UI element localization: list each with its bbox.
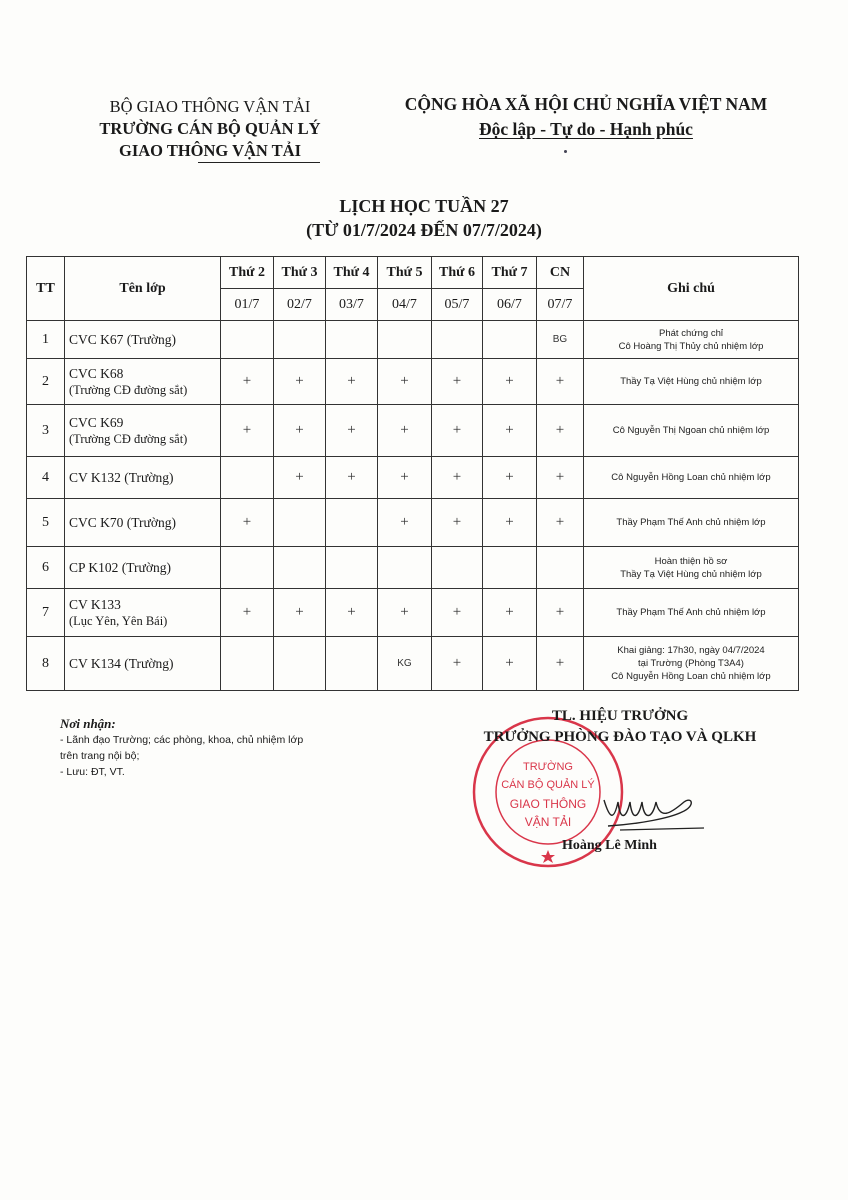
row-number: 4 <box>27 457 65 499</box>
day-mark-cell: + <box>432 499 483 547</box>
day-mark-cell <box>432 547 483 589</box>
day-mark-cell: + <box>432 405 483 457</box>
day-mark-cell <box>326 321 378 359</box>
day-mark-cell <box>274 321 326 359</box>
row-number: 2 <box>27 359 65 405</box>
class-name-cell <box>65 405 221 457</box>
day-mark-cell: + <box>221 359 274 405</box>
note-cell <box>584 589 799 637</box>
day-mark-cell: + <box>221 499 274 547</box>
school-name-line2: GIAO THÔNG VẬN TẢI <box>119 141 301 160</box>
class-name-cell <box>65 547 221 589</box>
class-name: CVC K69 <box>69 414 124 430</box>
document-title <box>0 194 848 242</box>
note-line: Cô Nguyễn Thị Ngoan chủ nhiệm lớp <box>612 425 770 436</box>
class-location: (Lục Yên, Yên Bái) <box>69 613 168 628</box>
handwritten-signature-icon <box>600 780 710 840</box>
stamp-star-icon <box>541 850 555 863</box>
day-mark-cell: + <box>274 359 326 405</box>
header-day-date: 05/7 <box>432 289 483 321</box>
header-underline <box>198 162 320 163</box>
day-mark-cell <box>432 321 483 359</box>
note-cell <box>584 405 799 457</box>
day-mark-cell: + <box>537 359 584 405</box>
class-name: CVC K67 (Trường) <box>69 331 176 347</box>
header-tt: TT <box>27 257 65 321</box>
signature-title1: TL. HIỆU TRƯỞNG <box>551 708 689 724</box>
stamp-text-line2: CÁN BỘ QUẢN LÝ <box>501 779 595 791</box>
header-day-date: 07/7 <box>537 289 584 321</box>
day-mark-cell: + <box>378 457 432 499</box>
table-row <box>27 547 799 589</box>
header-class-name: Tên lớp <box>65 257 221 321</box>
day-mark-cell: + <box>274 589 326 637</box>
day-mark-cell: + <box>537 457 584 499</box>
class-name: CVC K68 <box>69 365 124 381</box>
note-cell <box>584 321 799 359</box>
signer-name: Hoàng Lê Minh <box>562 838 657 853</box>
stamp-text-line3: GIAO THÔNG <box>509 797 587 811</box>
day-mark-cell <box>326 637 378 691</box>
recipients-label: Nơi nhận: <box>60 716 116 731</box>
note-line: Cô Nguyễn Hồng Loan chủ nhiệm lớp <box>611 472 771 483</box>
header-day-name: Thứ 6 <box>432 257 483 289</box>
class-name: CV K132 (Trường) <box>69 469 174 485</box>
header-day-date: 04/7 <box>378 289 432 321</box>
class-name: CV K134 (Trường) <box>69 655 174 671</box>
class-name: CVC K70 (Trường) <box>69 514 176 530</box>
day-mark-cell: + <box>378 589 432 637</box>
class-name-cell <box>65 321 221 359</box>
table-row <box>27 321 799 359</box>
day-mark-cell: + <box>378 359 432 405</box>
recipients-block <box>60 716 360 780</box>
header-row-days <box>27 257 799 289</box>
day-mark-cell: + <box>274 457 326 499</box>
day-mark-cell <box>221 457 274 499</box>
header-day-name: Thứ 2 <box>221 257 274 289</box>
day-mark-cell <box>326 499 378 547</box>
day-mark-cell: + <box>483 457 537 499</box>
class-name-cell <box>65 359 221 405</box>
header-day-date: 03/7 <box>326 289 378 321</box>
note-line: Cô Hoàng Thị Thủy chủ nhiệm lớp <box>618 340 764 352</box>
day-mark-cell <box>378 321 432 359</box>
header-note: Ghi chú <box>584 257 799 321</box>
row-number: 7 <box>27 589 65 637</box>
day-mark-cell: + <box>274 405 326 457</box>
day-mark-cell: + <box>483 405 537 457</box>
decorative-dot <box>564 150 567 153</box>
row-number: 1 <box>27 321 65 359</box>
title-line2: (TỪ 01/7/2024 ĐẾN 07/7/2024) <box>306 220 542 240</box>
recipients-line3: - Lưu: ĐT, VT. <box>60 766 125 778</box>
table-row <box>27 589 799 637</box>
class-name-cell <box>65 637 221 691</box>
day-mark-cell <box>483 547 537 589</box>
note-line: Khai giảng: 17h30, ngày 04/7/2024 <box>617 645 765 656</box>
stamp-text-line4: VẬN TẢI <box>524 815 572 829</box>
day-mark-cell <box>326 547 378 589</box>
day-mark-cell: + <box>221 589 274 637</box>
day-mark-cell: + <box>537 499 584 547</box>
signature-block <box>460 706 780 748</box>
day-mark-cell: + <box>378 499 432 547</box>
note-line: Thầy Phạm Thế Anh chủ nhiệm lớp <box>616 607 766 618</box>
school-name-line1: TRƯỜNG CÁN BỘ QUẢN LÝ <box>99 119 321 138</box>
day-mark-cell: + <box>326 589 378 637</box>
table-row <box>27 637 799 691</box>
note-line: Cô Nguyễn Hồng Loan chủ nhiệm lớp <box>611 671 771 682</box>
header-day-name: Thứ 5 <box>378 257 432 289</box>
header-day-name: Thứ 7 <box>483 257 537 289</box>
day-mark-cell: + <box>483 499 537 547</box>
note-line: Thầy Phạm Thế Anh chủ nhiệm lớp <box>616 517 766 528</box>
agency-header <box>60 96 360 162</box>
note-cell <box>584 637 799 691</box>
class-location: (Trường CĐ đường sắt) <box>69 431 188 446</box>
day-mark-cell <box>274 637 326 691</box>
note-line: tại Trường (Phòng T3A4) <box>638 658 744 669</box>
header-day-name: Thứ 3 <box>274 257 326 289</box>
day-mark-cell: + <box>326 405 378 457</box>
class-name: CP K102 (Trường) <box>69 559 171 575</box>
day-mark-cell <box>274 547 326 589</box>
schedule-table <box>26 256 799 691</box>
day-mark-cell <box>274 499 326 547</box>
day-mark-cell: + <box>221 405 274 457</box>
header-day-name: CN <box>537 257 584 289</box>
day-mark-cell <box>221 637 274 691</box>
note-cell <box>584 499 799 547</box>
header-day-name: Thứ 4 <box>326 257 378 289</box>
day-mark-cell: + <box>483 589 537 637</box>
note-line: Hoàn thiện hồ sơ <box>654 555 728 567</box>
class-location: (Trường CĐ đường sắt) <box>69 382 188 397</box>
note-line: Phát chứng chỉ <box>659 327 723 339</box>
day-mark-cell: + <box>432 589 483 637</box>
class-name-cell <box>65 457 221 499</box>
day-mark-cell <box>221 547 274 589</box>
recipients-line2: trên trang nội bộ; <box>60 750 140 762</box>
stamp-text-line1: TRƯỜNG <box>523 761 573 773</box>
day-mark-cell: + <box>326 457 378 499</box>
day-mark-cell: + <box>326 359 378 405</box>
day-mark-cell: + <box>432 457 483 499</box>
recipients-line1: - Lãnh đạo Trường; các phòng, khoa, chủ nhiệm lớp <box>60 734 304 746</box>
day-mark-cell: + <box>537 637 584 691</box>
republic-name: CỘNG HÒA XÃ HỘI CHỦ NGHĨA VIỆT NAM <box>404 94 768 114</box>
header-day-date: 01/7 <box>221 289 274 321</box>
row-number: 6 <box>27 547 65 589</box>
day-mark-cell <box>378 547 432 589</box>
day-mark-cell: + <box>378 405 432 457</box>
class-name-cell <box>65 499 221 547</box>
note-cell <box>584 547 799 589</box>
note-cell <box>584 359 799 405</box>
ministry-name: BỘ GIAO THÔNG VẬN TẢI <box>109 97 311 116</box>
day-mark-cell <box>221 321 274 359</box>
day-mark-cell: + <box>537 405 584 457</box>
class-name-cell <box>65 589 221 637</box>
day-mark-cell: + <box>432 637 483 691</box>
national-header <box>386 92 786 142</box>
title-line1: LỊCH HỌC TUẦN 27 <box>339 196 509 216</box>
signature-title2: TRƯỞNG PHÒNG ĐÀO TẠO VÀ QLKH <box>483 729 757 745</box>
table-row <box>27 499 799 547</box>
class-name: CV K133 <box>69 596 121 612</box>
table-row <box>27 359 799 405</box>
day-mark-cell: + <box>537 589 584 637</box>
row-number: 3 <box>27 405 65 457</box>
row-number: 8 <box>27 637 65 691</box>
header-day-date: 02/7 <box>274 289 326 321</box>
day-mark-cell <box>483 321 537 359</box>
header-day-date: 06/7 <box>483 289 537 321</box>
schedule-body <box>27 321 799 691</box>
motto: Độc lập - Tự do - Hạnh phúc <box>479 119 693 139</box>
note-line: Thầy Tạ Việt Hùng chủ nhiệm lớp <box>620 568 762 580</box>
day-mark-cell: KG <box>378 637 432 691</box>
table-row <box>27 457 799 499</box>
note-line: Thầy Tạ Việt Hùng chủ nhiệm lớp <box>620 376 762 387</box>
day-mark-cell: BG <box>537 321 584 359</box>
day-mark-cell: + <box>483 637 537 691</box>
day-mark-cell: + <box>483 359 537 405</box>
note-cell <box>584 457 799 499</box>
day-mark-cell <box>537 547 584 589</box>
row-number: 5 <box>27 499 65 547</box>
table-row <box>27 405 799 457</box>
day-mark-cell: + <box>432 359 483 405</box>
